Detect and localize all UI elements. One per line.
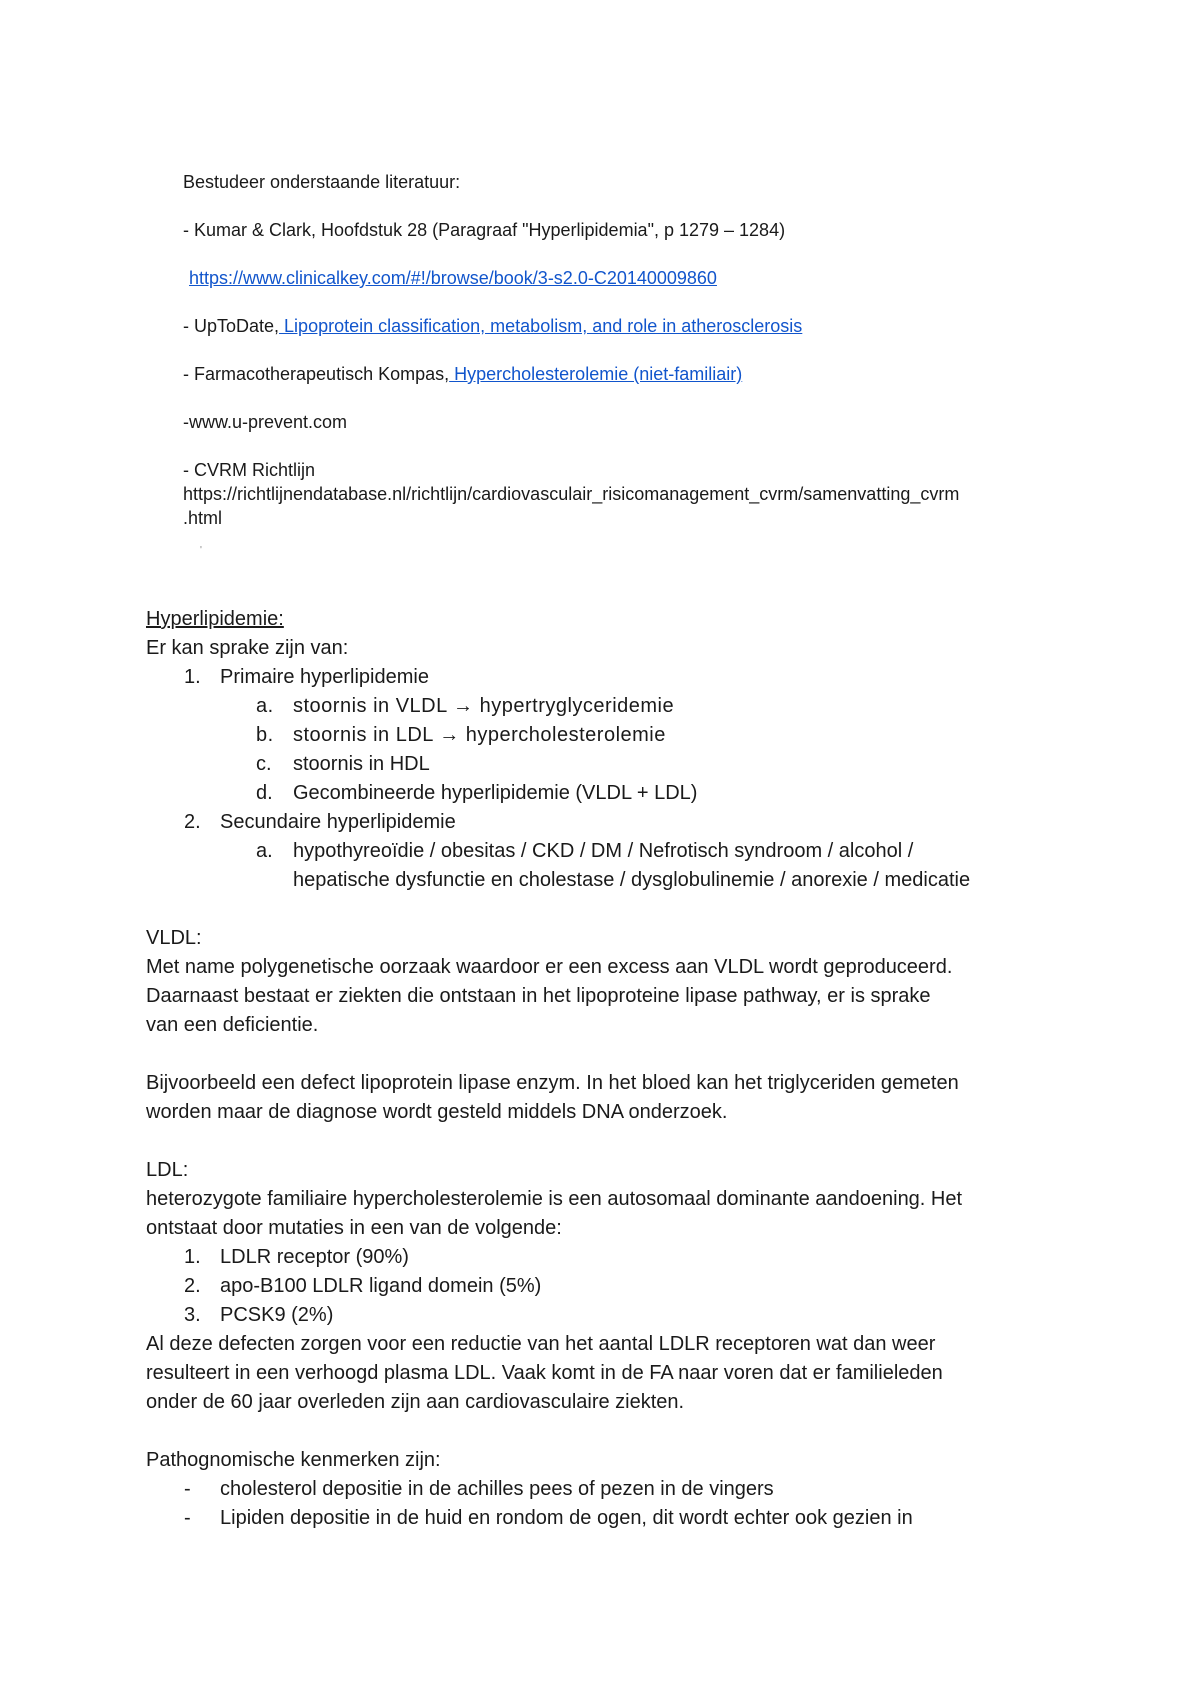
list-item — [146, 837, 1066, 866]
list-item-label: LDLR receptor (90%) — [220, 1246, 409, 1268]
list-marker: 1. — [184, 666, 201, 688]
kompas-prefix: - Farmacotherapeutisch Kompas, — [183, 364, 450, 384]
paragraph-line: Daarnaast bestaat er ziekten die ontstaan in het lipoproteine lipase pathway, er is sprake — [146, 985, 931, 1007]
list-item-label: apo-B100 LDLR ligand domein (5%) — [220, 1275, 542, 1297]
paragraph-line: worden maar de diagnose wordt gesteld middels DNA onderzoek. — [146, 1101, 728, 1123]
list-item-label: Secundaire hyperlipidemie — [220, 811, 456, 833]
list-marker: - — [184, 1507, 191, 1529]
vldl-heading: VLDL: — [146, 927, 202, 949]
list-marker: 3. — [184, 1304, 201, 1326]
list-item — [146, 692, 1066, 721]
reference-uprevent: -www.u-prevent.com — [183, 412, 348, 432]
pathognomisch-heading: Pathognomische kenmerken zijn: — [146, 1449, 441, 1471]
literature-intro: Bestudeer onderstaande literatuur: — [183, 172, 461, 192]
hyperlipidemie-heading: Hyperlipidemie: — [146, 608, 284, 630]
list-marker: 2. — [184, 1275, 201, 1297]
hyperlipidemie-intro: Er kan sprake zijn van: — [146, 637, 349, 659]
paragraph-line: onder de 60 jaar overleden zijn aan cardiovasculaire ziekten. — [146, 1391, 685, 1413]
list-item-label: Gecombineerde hyperlipidemie (VLDL + LDL) — [293, 782, 698, 804]
paragraph-line: ontstaat door mutaties in een van de volgende: — [146, 1217, 562, 1239]
list-item — [146, 779, 1066, 808]
stray-mark: ' — [200, 545, 202, 556]
list-item — [146, 1475, 1066, 1504]
list-marker: d. — [256, 782, 273, 804]
reference-kumar-clark: - Kumar & Clark, Hoofdstuk 28 (Paragraaf "Hyperlipidemia", p 1279 – 1284) — [183, 220, 786, 240]
uptodate-prefix: - UpToDate, — [183, 316, 280, 336]
list-marker: 1. — [184, 1246, 201, 1268]
list-item-label: Lipiden depositie in de huid en rondom de ogen, dit wordt echter ook gezien in — [220, 1507, 913, 1529]
list-marker: - — [184, 1478, 191, 1500]
list-item — [146, 1272, 1066, 1301]
reference-cvrm-url-end: .html — [183, 508, 223, 528]
paragraph-line: van een deficientie. — [146, 1014, 319, 1036]
list-item-label: hypothyreoïdie / obesitas / CKD / DM / Nefrotisch syndroom / alcohol / — [293, 840, 914, 862]
list-item — [146, 721, 1066, 750]
list-item — [146, 808, 1066, 837]
list-marker: a. — [256, 840, 273, 862]
list-marker: c. — [256, 753, 272, 775]
list-marker: a. — [256, 695, 274, 717]
clinicalkey-link[interactable]: https://www.clinicalkey.com/#!/browse/book/3-s2.0-C20140009860 — [189, 268, 717, 288]
list-marker: b. — [256, 724, 274, 746]
ldl-heading: LDL: — [146, 1159, 189, 1181]
paragraph-line: Bijvoorbeeld een defect lipoprotein lipase enzym. In het bloed kan het triglyceriden gemeten — [146, 1072, 959, 1094]
list-item-continuation: hepatische dysfunctie en cholestase / dysglobulinemie / anorexie / medicatie — [293, 869, 971, 891]
paragraph-line: Met name polygenetische oorzaak waardoor er een excess aan VLDL wordt geproduceerd. — [146, 956, 953, 978]
list-item — [146, 750, 1066, 779]
list-item-label: stoornis in LDL → hypercholesterolemie — [293, 724, 666, 746]
reference-uptodate — [183, 314, 802, 338]
paragraph-line: heterozygote familiaire hypercholesterolemie is een autosomaal dominante aandoening. Het — [146, 1188, 963, 1210]
kompas-link[interactable]: Hypercholesterolemie (niet-familiair) — [449, 364, 743, 384]
paragraph-line: resulteert in een verhoogd plasma LDL. Vaak komt in de FA naar voren dat er familieleden — [146, 1362, 943, 1384]
list-item-label: stoornis in VLDL → hypertryglyceridemie — [293, 695, 675, 717]
list-item-label: cholesterol depositie in de achilles pees of pezen in de vingers — [220, 1478, 774, 1500]
reference-cvrm-url: https://richtlijnendatabase.nl/richtlijn/cardiovasculair_risicomanagement_cvrm/samenvatting_cvrm — [183, 484, 960, 504]
list-item — [146, 663, 1066, 692]
uptodate-link[interactable]: Lipoprotein classification, metabolism, and role in atherosclerosis — [279, 316, 803, 336]
reference-kompas — [183, 362, 742, 386]
list-item — [146, 1243, 1066, 1272]
list-item — [146, 1504, 1066, 1533]
reference-cvrm-label: - CVRM Richtlijn — [183, 460, 316, 480]
notes-body — [146, 605, 1066, 1533]
list-item-label: PCSK9 (2%) — [220, 1304, 334, 1326]
list-item-label: stoornis in HDL — [293, 753, 430, 775]
list-item — [146, 1301, 1066, 1330]
list-item-label: Primaire hyperlipidemie — [220, 666, 429, 688]
paragraph-line: Al deze defecten zorgen voor een reductie van het aantal LDLR receptoren wat dan weer — [146, 1333, 936, 1355]
list-marker: 2. — [184, 811, 201, 833]
